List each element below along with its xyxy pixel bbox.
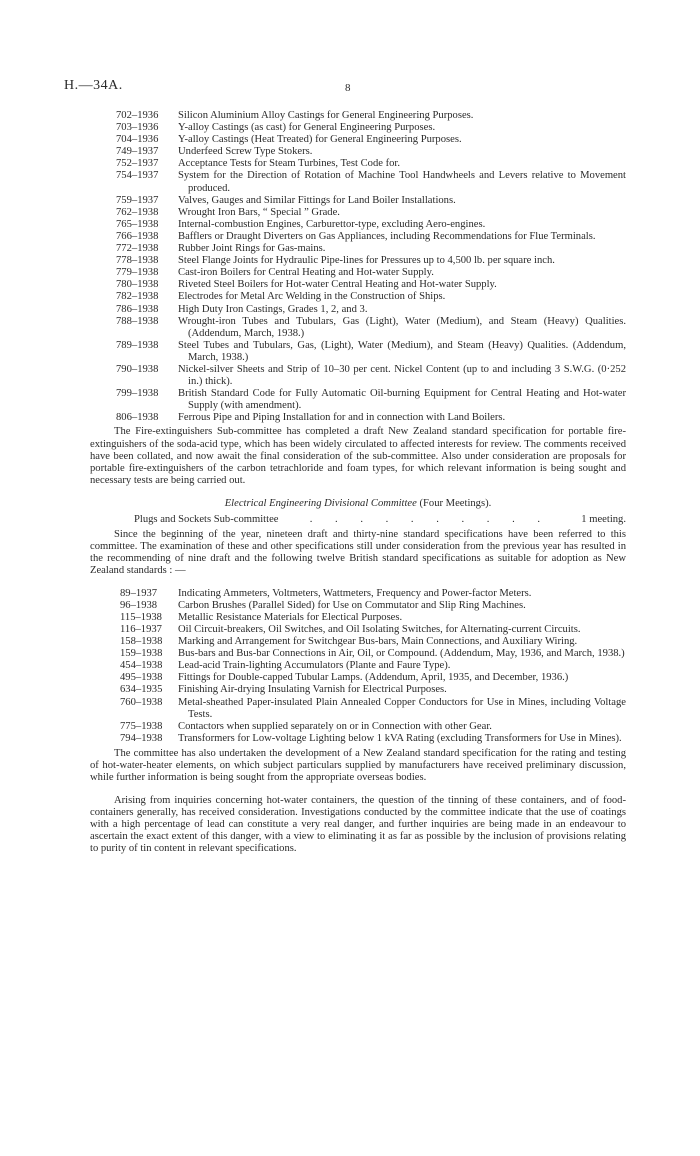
spec-number: 89–1937	[120, 587, 158, 599]
spec-item	[90, 158, 626, 170]
spec-title: Oil Circuit-breakers, Oil Switches, and Oil Isolating Switches, for Alternating-current Circuits.	[178, 623, 581, 635]
spec-title: Cast-iron Boilers for Central Heating and Hot-water Supply.	[178, 267, 434, 279]
spec-item	[90, 207, 626, 219]
spec-item	[90, 684, 626, 696]
spec-list-mechanical	[90, 110, 626, 424]
spec-title: Finishing Air-drying Insulating Varnish for Electrical Purposes.	[178, 684, 447, 696]
spec-item	[90, 304, 626, 316]
spec-number: 749–1937	[116, 146, 159, 158]
spec-item	[90, 588, 626, 600]
spec-item	[90, 340, 626, 364]
spec-number: 779–1938	[116, 267, 159, 279]
spec-title: Nickel-silver Sheets and Strip of 10–30 per cent. Nickel Content (up to and including 3 S.W.G. (0·252 in.) thick).	[178, 363, 626, 388]
spec-item	[90, 364, 626, 388]
spec-title: Indicating Ammeters, Voltmeters, Wattmeters, Frequency and Power-factor Meters.	[178, 587, 532, 599]
spec-number: 794–1938	[120, 732, 163, 744]
paragraph-since: Since the beginning of the year, nineteen draft and thirty-nine standard specifications have been referred to this committee. The examination of these and other specifications still under consideration from the previous year has resulted in the recommending of nine draft and the following twelve British standard specifications as suitable for adoption as New Zealand standards : —	[90, 528, 626, 576]
spec-title: Marking and Arrangement for Switchgear Bus-bars, Main Connections, and Auxiliary Wiring.	[178, 636, 578, 648]
spec-item	[90, 412, 626, 424]
spec-number: 806–1938	[116, 412, 159, 424]
spec-title: Y-alloy Castings (Heat Treated) for General Engineering Purposes.	[178, 134, 462, 146]
spec-title: Bus-bars and Bus-bar Connections in Air, Oil, or Compound. (Addendum, May, 1936, and March, 1938.)	[178, 648, 625, 660]
paragraph-arising: Arising from inquiries concerning hot-water containers, the question of the tinning of these containers, and of food-containers generally, has received consideration. Investigations conducted by the committee indicate that the use of coatings with a high percentage of lead can constitute a very real danger, and further inquiries are being made in an endeavour to ascertain the exact extent of this danger, with a view to eliminating it as far as possible by the inclusion of provisions relating to purity of tin content in relevant specifications.	[90, 794, 626, 855]
spec-item	[90, 636, 626, 648]
spec-number: 790–1938	[116, 363, 159, 375]
spec-number: 115–1938	[120, 611, 162, 623]
spec-title: Steel Tubes and Tubulars, Gas, (Light), Water (Medium), and Steam (Heavy) Qualities. (Addendum, March, 1938.)	[178, 339, 626, 363]
spec-title: Bafflers or Draught Diverters on Gas Appliances, including Recommendations for Flue Terminals.	[178, 230, 596, 242]
spec-number: 702–1936	[116, 110, 159, 121]
spec-number: 754–1937	[116, 170, 159, 182]
paragraph-fire-extinguishers: The Fire-extinguishers Sub-committee has completed a draft New Zealand standard specification for portable fire-extinguishers of the soda-acid type, which has been widely circulated to affected interests for review. The comments received have been collated, and now await the final consideration of the sub-committee. Also under consideration are proposals for portable fire-extinguishers of the carbon tetrachloride and foam types, for which relevant information is being sought and necessary tests are being carried out.	[90, 426, 626, 486]
spec-item	[90, 122, 626, 134]
spec-title: Metallic Resistance Materials for Electical Purposes.	[178, 611, 403, 623]
spec-title: Silicon Aluminium Alloy Castings for General Engineering Purposes.	[178, 110, 474, 121]
spec-number: 762–1938	[116, 206, 159, 218]
spec-number: 788–1938	[116, 315, 159, 327]
spec-title: Wrought Iron Bars, “ Special ” Grade.	[178, 206, 340, 218]
spec-item	[90, 316, 626, 340]
spec-number: 759–1937	[116, 194, 159, 206]
spec-number: 159–1938	[120, 648, 163, 660]
spec-title: Steel Flange Joints for Hydraulic Pipe-lines for Pressures up to 4,500 lb. per square inch.	[178, 255, 555, 267]
spec-number: 766–1938	[116, 230, 159, 242]
spec-title: Acceptance Tests for Steam Turbines, Test Code for.	[178, 158, 401, 170]
spec-item	[90, 243, 626, 255]
spec-number: 780–1938	[116, 279, 159, 291]
section-heading-title: Electrical Engineering Divisional Committee	[224, 497, 417, 509]
spec-title: Valves, Gauges and Similar Fittings for Land Boiler Installations.	[178, 194, 456, 206]
spec-number: 96–1938	[120, 599, 158, 611]
spec-number: 495–1938	[120, 672, 163, 684]
spec-title: Internal-combustion Engines, Carburettor-type, excluding Aero-engines.	[178, 218, 486, 230]
subcommittee-name: Plugs and Sockets Sub-committee	[134, 513, 279, 525]
spec-title: Contactors when supplied separately on or in Connection with other Gear.	[178, 720, 492, 732]
spec-title: High Duty Iron Castings, Grades 1, 2, and 3.	[178, 303, 368, 315]
subcommittee-line	[90, 514, 626, 526]
spec-title: System for the Direction of Rotation of Machine Tool Handwheels and Levers relative to Movement produced.	[178, 170, 626, 194]
spec-item	[90, 291, 626, 303]
spec-list-electrical	[90, 588, 626, 745]
spec-title: Lead-acid Train-lighting Accumulators (Plante and Faure Type).	[178, 660, 451, 672]
paragraph-committee: The committee has also undertaken the development of a New Zealand standard specification for the rating and testing of hot-water-heater elements, on which subject particulars supplied by manufacturers have received preliminary discussion, while further information is being sought from the appropriate overseas bodies.	[90, 747, 626, 784]
section-heading-meetings: (Four Meetings).	[419, 497, 492, 509]
spec-item	[90, 110, 626, 122]
spec-number: 775–1938	[120, 720, 163, 732]
section-heading	[90, 498, 626, 510]
spec-title: British Standard Code for Fully Automatic Oil-burning Equipment for Central Heating and Hot-water Supply (with amendment).	[178, 388, 626, 412]
spec-item	[90, 648, 626, 660]
spec-title: Ferrous Pipe and Piping Installation for and in connection with Land Boilers.	[178, 412, 506, 424]
spec-item	[90, 697, 626, 721]
spec-item	[90, 624, 626, 636]
spec-item	[90, 279, 626, 291]
spec-number: 799–1938	[116, 388, 159, 400]
spec-number: 634–1935	[120, 684, 163, 696]
spec-number: 778–1938	[116, 255, 159, 267]
spec-number: 772–1938	[116, 243, 159, 255]
spec-number: 752–1937	[116, 158, 159, 170]
spec-number: 765–1938	[116, 218, 159, 230]
spec-item	[90, 733, 626, 745]
spec-number: 760–1938	[120, 696, 163, 708]
spec-item	[90, 170, 626, 194]
spec-item	[90, 660, 626, 672]
page-number: 8	[345, 82, 351, 94]
spec-title: Wrought-iron Tubes and Tubulars, Gas (Light), Water (Medium), and Steam (Heavy) Qualities. (Addendum, March, 1938.)	[178, 315, 626, 339]
spec-title: Carbon Brushes (Parallel Sided) for Use on Commutator and Slip Ring Machines.	[178, 599, 526, 611]
spec-title: Rubber Joint Rings for Gas-mains.	[178, 243, 326, 255]
spec-title: Y-alloy Castings (as cast) for General Engineering Purposes.	[178, 122, 436, 134]
spec-title: Metal-sheathed Paper-insulated Plain Annealed Copper Conductors for Use in Mines, including Voltage Tests.	[178, 696, 626, 720]
spec-item	[90, 600, 626, 612]
page-content	[90, 110, 626, 866]
subcommittee-count: 1 meeting.	[581, 513, 626, 525]
spec-title: Underfeed Screw Type Stokers.	[178, 146, 313, 158]
subcommittee-dots: . . . . . . . . . .	[309, 513, 551, 525]
spec-number: 704–1936	[116, 134, 159, 146]
spec-item	[90, 612, 626, 624]
spec-item	[90, 219, 626, 231]
spec-item	[90, 195, 626, 207]
spec-item	[90, 267, 626, 279]
spec-item	[90, 146, 626, 158]
spec-number: 116–1937	[120, 623, 162, 635]
spec-number: 786–1938	[116, 303, 159, 315]
spec-number: 703–1936	[116, 122, 159, 134]
spec-title: Electrodes for Metal Arc Welding in the Construction of Ships.	[178, 291, 446, 303]
spec-number: 789–1938	[116, 339, 159, 351]
spec-item	[90, 255, 626, 267]
spec-item	[90, 672, 626, 684]
spec-title: Transformers for Low-voltage Lighting below 1 kVA Rating (excluding Transformers for Use in Mines).	[178, 732, 622, 744]
spec-number: 158–1938	[120, 636, 163, 648]
spec-title: Riveted Steel Boilers for Hot-water Central Heating and Hot-water Supply.	[178, 279, 497, 291]
spec-title: Fittings for Double-capped Tubular Lamps. (Addendum, April, 1935, and December, 1936.)	[178, 672, 569, 684]
spec-number: 782–1938	[116, 291, 159, 303]
document-code: H.—34A.	[64, 78, 123, 93]
spec-number: 454–1938	[120, 660, 163, 672]
spec-item	[90, 721, 626, 733]
spec-item	[90, 134, 626, 146]
spec-item	[90, 231, 626, 243]
spec-item	[90, 388, 626, 412]
